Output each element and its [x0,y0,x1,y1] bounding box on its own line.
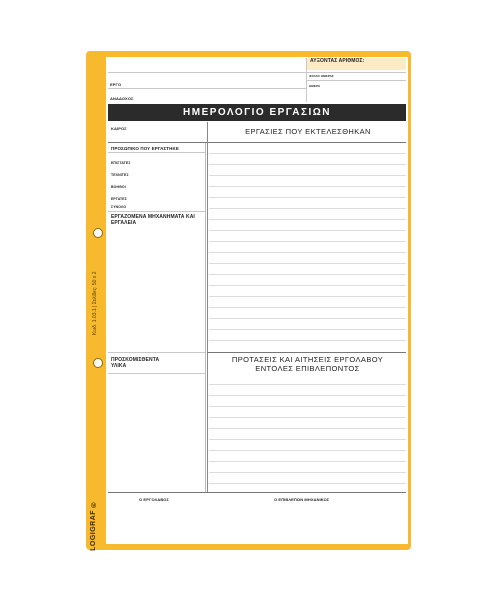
staff-row-3: ΒΟΗΘΟΙ [111,185,126,189]
main-vdivider [207,122,208,492]
serial-label: ΑΥΞΟΝΤΑΣ ΑΡΙΘΜΟΣ: [310,58,365,64]
header-divider [108,72,406,73]
contractor-label: ΑΝΑΔΟΧΟΣ [110,96,134,101]
sheet-no-label: ΦΥΛΛΟ ΗΜΕΡΑΣ [309,74,334,78]
staff-row-1: ΕΠΙΣΤΑΤΕΣ [111,161,131,165]
form-title: ΗΜΕΡΟΛΟΓΙΟ ΕΡΓΑΣΙΩΝ [108,104,406,121]
works-lines [209,143,406,351]
date-label: ΗΜΕΡΑ [309,84,321,88]
header-divider-2 [306,80,406,81]
project-label: ΕΡΓΟ [110,82,122,87]
works-done-title: ΕΡΓΑΣΙΕΣ ΠΟΥ ΕΚΤΕΛΕΣΘΗΚΑΝ [245,127,371,136]
weather-label: ΚΑΙΡΟΣ [111,126,127,131]
materials-title: ΠΡΟΣΚΟΜΙΣΘΕΝΤΑ ΥΛΙΚΑ [111,357,160,369]
proposals-lines [209,374,406,490]
materials-top [108,352,205,353]
brand-logo-text: LOGIGRAF ® [90,500,97,551]
supervisor-signature-label: Ο ΕΠΙΒΛΕΠΩΝ ΜΗΧΑΝΙΚΟΣ [274,497,330,502]
proposals-title-1: ΠΡΟΤΑΣΕΙΣ ΚΑΙ ΑΙΤΗΣΕΙΣ ΕΡΓΟΛΑΒΟΥ [231,355,384,364]
staff-row-4: ΕΡΓΑΤΕΣ [111,197,127,201]
proposals-title-2: ΕΝΤΟΛΕΣ ΕΠΙΒΛΕΠΟΝΤΟΣ [255,364,360,373]
machinery-title: ΕΡΓΑΖΟΜΕΝΑ ΜΗΧΑΝΗΜΑΤΑ ΚΑΙ ΕΡΓΑΛΕΙΑ [111,214,195,226]
staff-row-2: ΤΕΧΝΙΤΕΣ [111,173,129,177]
materials-underline [108,373,205,374]
staff-underline [108,152,205,153]
main-vdivider-2 [205,143,206,492]
proposals-top [207,352,406,353]
binding-hole-top [93,228,103,238]
staff-row-5: ΣΥΝΟΛΟ [111,205,127,209]
signature-divider [108,492,406,493]
binding-hole-bottom [93,358,103,368]
contractor-signature-label: Ο ΕΡΓΟΛΑΒΟΣ [139,497,170,502]
binding-side-text: Κωδ. 1.03.1 | Σελίδες: 50 x 2 [92,271,98,335]
header-divider-3 [108,88,306,89]
staff-title: ΠΡΟΣΩΠΙΚΟ ΠΟΥ ΕΡΓΑΣΤΗΚΕ [111,146,179,151]
staff-bottom [108,211,205,212]
